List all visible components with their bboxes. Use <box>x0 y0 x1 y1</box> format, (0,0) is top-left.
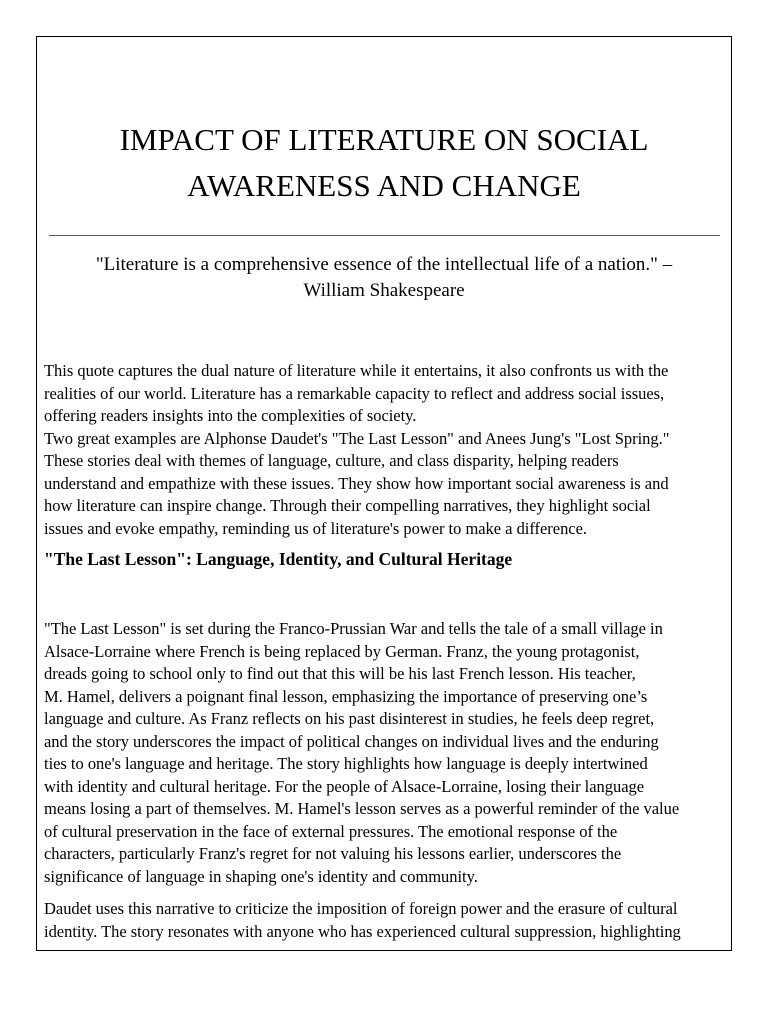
text-line: Two great examples are Alphonse Daudet's "The Last Lesson" and Anees Jung's "Lost Spring." <box>44 428 670 448</box>
text-line: understand and empathize with these issues. They show how important social awareness is and <box>44 473 669 493</box>
epigraph-quote <box>57 252 711 304</box>
text-line: how literature can inspire change. Through their compelling narratives, they highlight social <box>44 496 651 515</box>
page-title <box>37 117 731 209</box>
text-line: Daudet uses this narrative to criticize the imposition of foreign power and the erasure of cultural <box>44 899 678 918</box>
text-line: ties to one's language and heritage. The story highlights how language is deeply intertwined <box>44 754 648 773</box>
intro-paragraph <box>44 360 726 540</box>
text-line: Alsace-Lorraine where French is being replaced by German. Franz, the young protagonist, <box>44 641 640 661</box>
section-paragraph <box>44 618 726 888</box>
text-line: of cultural preservation in the face of external pressures. The emotional response of the <box>44 821 618 841</box>
text-line: M. Hamel, delivers a poignant final lesson, emphasizing the importance of preserving one’s <box>44 686 648 706</box>
text-line: characters, particularly Franz's regret for not valuing his lessons earlier, underscores the <box>44 844 622 863</box>
text-line: These stories deal with themes of language, culture, and class disparity, helping readers <box>44 451 619 470</box>
text-line: offering readers insights into the complexities of society. <box>44 406 417 425</box>
text-line: language and culture. As Franz reflects on his past disinterest in studies, he feels deep regret, <box>44 709 655 728</box>
text-line: significance of language in shaping one's identity and community. <box>44 866 478 886</box>
text-line: "The Last Lesson" is set during the Franco-Prussian War and tells the tale of a small village in <box>44 619 663 638</box>
quote-attribution: William Shakespeare <box>303 280 465 301</box>
document-page <box>36 36 732 951</box>
text-line: identity. The story resonates with anyone who has experienced cultural suppression, highlighting <box>44 921 681 941</box>
title-line: IMPACT OF LITERATURE ON SOCIAL <box>119 122 649 157</box>
quote-line: "Literature is a comprehensive essence of the intellectual life of a nation." – <box>95 254 673 275</box>
title-divider <box>49 235 720 236</box>
title-line: AWARENESS AND CHANGE <box>187 168 581 203</box>
section-heading: "The Last Lesson": Language, Identity, and Cultural Heritage <box>44 549 513 569</box>
text-line: dreads going to school only to find out that this will be his last French lesson. His teacher, <box>44 664 636 683</box>
text-line: realities of our world. Literature has a remarkable capacity to reflect and address social issues, <box>44 383 665 403</box>
text-line: and the story underscores the impact of political changes on individual lives and the enduring <box>44 731 659 751</box>
closing-paragraph <box>44 898 726 943</box>
text-line: with identity and cultural heritage. For the people of Alsace-Lorraine, losing their language <box>44 776 645 796</box>
text-line: issues and evoke empathy, reminding us of literature's power to make a difference. <box>44 518 588 538</box>
text-line: This quote captures the dual nature of literature while it entertains, it also confronts us with the <box>44 361 669 380</box>
text-line: means losing a part of themselves. M. Hamel's lesson serves as a powerful reminder of the value <box>44 799 680 818</box>
